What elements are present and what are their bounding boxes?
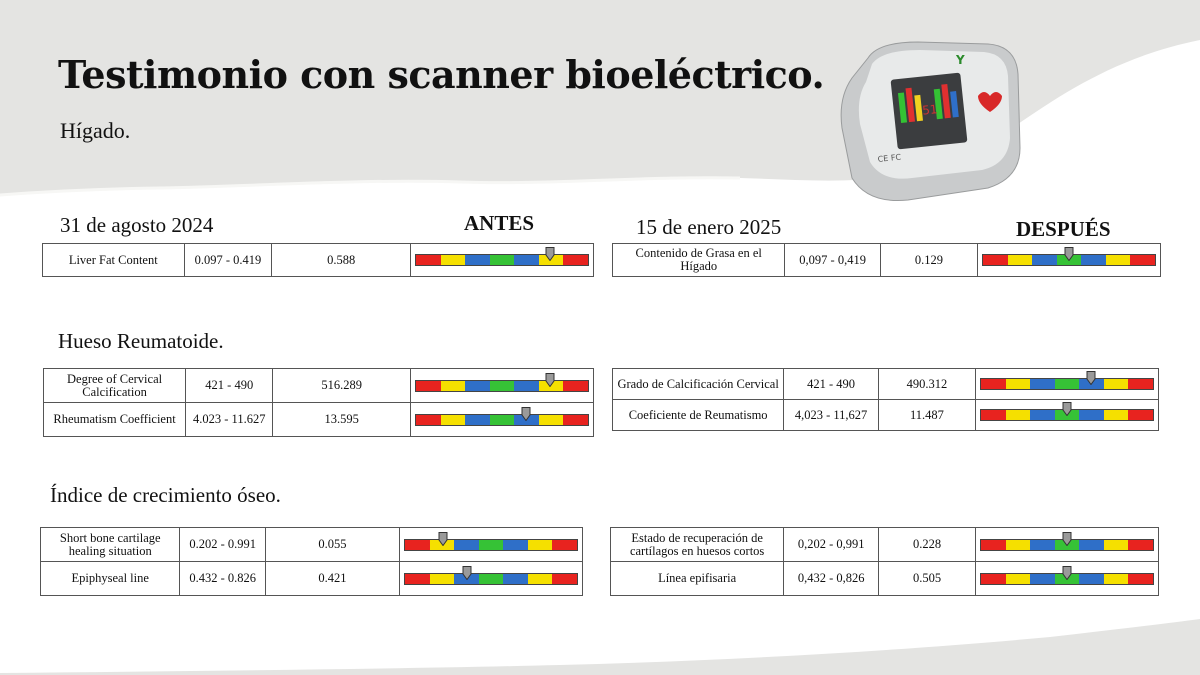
indicator-bar-cell	[976, 400, 1159, 431]
bar-segment	[514, 381, 539, 391]
bar-segment	[490, 415, 515, 425]
table-row	[41, 528, 583, 562]
measured-value-cell: 0.421	[265, 562, 399, 596]
parameter-name-cell: Estado de recuperación de cartílagos en huesos cortos	[611, 528, 784, 562]
level-indicator-bar	[415, 380, 589, 392]
bar-segment	[1032, 255, 1057, 265]
bar-segment	[1128, 410, 1153, 420]
measured-value-cell: 0.505	[879, 562, 976, 596]
bar-segment	[1081, 255, 1106, 265]
table-row	[611, 528, 1159, 562]
bar-segment	[1128, 379, 1153, 389]
section-bone-heading: Hueso Reumatoide.	[58, 329, 224, 353]
level-indicator-bar	[980, 378, 1154, 390]
bar-segment	[563, 415, 588, 425]
pin-marker-icon	[1063, 566, 1072, 580]
pin-marker-icon	[546, 247, 555, 261]
table-row	[613, 244, 1161, 277]
bar-segment	[1006, 410, 1031, 420]
svg-text:CE FC: CE FC	[877, 152, 902, 164]
bar-segment	[1104, 574, 1129, 584]
level-indicator-bar	[980, 573, 1154, 585]
measured-value-cell: 0.228	[879, 528, 976, 562]
bar-segment	[1006, 379, 1031, 389]
bar-segment	[1104, 540, 1129, 550]
normal-range-cell: 0,097 - 0,419	[785, 244, 880, 277]
indicator-bar-cell	[400, 562, 583, 596]
indicator-bar-cell	[411, 244, 594, 277]
parameter-name-cell: Rheumatism Coefficient	[44, 403, 186, 437]
bar-segment	[528, 574, 553, 584]
bar-segment	[441, 255, 466, 265]
bar-segment	[1030, 379, 1055, 389]
bar-segment	[981, 540, 1006, 550]
measured-value-cell: 0.588	[272, 244, 411, 277]
bar-segment	[1106, 255, 1131, 265]
measured-value-cell: 0.129	[880, 244, 977, 277]
table-row	[611, 562, 1159, 596]
bar-segment	[416, 255, 441, 265]
measured-value-cell: 11.487	[878, 400, 975, 431]
bar-segment	[981, 574, 1006, 584]
liver-after-table	[612, 243, 1161, 277]
before-heading: ANTES	[464, 211, 535, 235]
table-row	[43, 244, 594, 277]
normal-range-cell: 0,202 - 0,991	[784, 528, 879, 562]
normal-range-cell: 0,432 - 0,826	[784, 562, 879, 596]
normal-range-cell: 4.023 - 11.627	[186, 403, 273, 437]
bar-segment	[1104, 410, 1129, 420]
indicator-bar-cell	[400, 528, 583, 562]
before-date: 31 de agosto 2024	[60, 213, 214, 237]
bar-segment	[441, 415, 466, 425]
bar-segment	[465, 255, 490, 265]
bar-segment	[454, 540, 479, 550]
bar-segment	[430, 574, 455, 584]
bar-segment	[465, 415, 490, 425]
level-indicator-bar	[980, 539, 1154, 551]
svg-text:51: 51	[921, 102, 939, 118]
parameter-name-cell: Liver Fat Content	[43, 244, 185, 277]
bar-segment	[563, 381, 588, 391]
section-growth-heading: Índice de crecimiento óseo.	[50, 483, 281, 507]
pin-marker-icon	[546, 373, 555, 387]
indicator-bar-cell	[976, 562, 1159, 596]
bar-segment	[539, 415, 564, 425]
scanner-device-image	[838, 38, 1024, 204]
bar-segment	[1130, 255, 1155, 265]
parameter-name-cell: Línea epifisaria	[611, 562, 784, 596]
bar-segment	[1008, 255, 1033, 265]
pin-marker-icon	[1065, 247, 1074, 261]
bar-segment	[1128, 540, 1153, 550]
table-row	[613, 400, 1159, 431]
bar-segment	[405, 574, 430, 584]
table-row	[44, 403, 594, 437]
liver-before-table	[42, 243, 594, 277]
table-row	[44, 369, 594, 403]
measured-value-cell: 0.055	[265, 528, 399, 562]
bar-segment	[1079, 574, 1104, 584]
bar-segment	[416, 381, 441, 391]
pin-marker-icon	[438, 532, 447, 546]
normal-range-cell: 421 - 490	[186, 369, 273, 403]
growth-after-table	[610, 527, 1159, 596]
level-indicator-bar	[980, 409, 1154, 421]
pin-marker-icon	[1087, 371, 1096, 385]
pin-marker-icon	[522, 407, 531, 421]
page-title: Testimonio con scanner bioeléctrico.	[58, 52, 825, 97]
background-band-bottom	[0, 615, 1200, 675]
bar-segment	[528, 540, 553, 550]
bar-segment	[552, 540, 577, 550]
measured-value-cell: 13.595	[273, 403, 411, 437]
svg-text:Y: Y	[956, 53, 965, 67]
level-indicator-bar	[982, 254, 1156, 266]
bar-segment	[1006, 574, 1031, 584]
level-indicator-bar	[404, 573, 578, 585]
bone-before-table	[43, 368, 594, 437]
parameter-name-cell: Coeficiente de Reumatismo	[613, 400, 784, 431]
bone-after-table	[612, 368, 1159, 431]
bar-segment	[1030, 410, 1055, 420]
bar-segment	[981, 379, 1006, 389]
bar-segment	[563, 255, 588, 265]
measured-value-cell: 490.312	[878, 369, 975, 400]
bar-segment	[1006, 540, 1031, 550]
pin-marker-icon	[1063, 532, 1072, 546]
level-indicator-bar	[404, 539, 578, 551]
after-date: 15 de enero 2025	[636, 215, 782, 239]
indicator-bar-cell	[976, 369, 1159, 400]
bar-segment	[465, 381, 490, 391]
normal-range-cell: 421 - 490	[784, 369, 879, 400]
growth-before-table	[40, 527, 583, 596]
bar-segment	[490, 255, 515, 265]
parameter-name-cell: Degree of Cervical Calcification	[44, 369, 186, 403]
bar-segment	[1079, 540, 1104, 550]
normal-range-cell: 0.202 - 0.991	[180, 528, 266, 562]
indicator-bar-cell	[976, 528, 1159, 562]
bar-segment	[1055, 379, 1080, 389]
bar-segment	[441, 381, 466, 391]
bar-segment	[1104, 379, 1129, 389]
indicator-bar-cell	[978, 244, 1161, 277]
table-row	[41, 562, 583, 596]
bar-segment	[405, 540, 430, 550]
indicator-bar-cell	[411, 403, 594, 437]
table-row	[613, 369, 1159, 400]
bar-segment	[1030, 574, 1055, 584]
page-subtitle: Hígado.	[60, 118, 131, 143]
normal-range-cell: 4,023 - 11,627	[784, 400, 879, 431]
bar-segment	[416, 415, 441, 425]
parameter-name-cell: Epiphyseal line	[41, 562, 180, 596]
normal-range-cell: 0.432 - 0.826	[180, 562, 266, 596]
bar-segment	[503, 574, 528, 584]
bar-segment	[981, 410, 1006, 420]
parameter-name-cell: Grado de Calcificación Cervical	[613, 369, 784, 400]
bar-segment	[1079, 410, 1104, 420]
bar-segment	[514, 255, 539, 265]
bar-segment	[1030, 540, 1055, 550]
parameter-name-cell: Short bone cartilage healing situation	[41, 528, 180, 562]
bar-segment	[552, 574, 577, 584]
parameter-name-cell: Contenido de Grasa en el Hígado	[613, 244, 785, 277]
indicator-bar-cell	[411, 369, 594, 403]
bar-segment	[1128, 574, 1153, 584]
bar-segment	[983, 255, 1008, 265]
normal-range-cell: 0.097 - 0.419	[184, 244, 272, 277]
level-indicator-bar	[415, 254, 589, 266]
bar-segment	[479, 540, 504, 550]
bar-segment	[503, 540, 528, 550]
measured-value-cell: 516.289	[273, 369, 411, 403]
level-indicator-bar	[415, 414, 589, 426]
pin-marker-icon	[462, 566, 471, 580]
after-heading: DESPUÉS	[1016, 217, 1111, 241]
bar-segment	[479, 574, 504, 584]
bar-segment	[490, 381, 515, 391]
pin-marker-icon	[1063, 402, 1072, 416]
